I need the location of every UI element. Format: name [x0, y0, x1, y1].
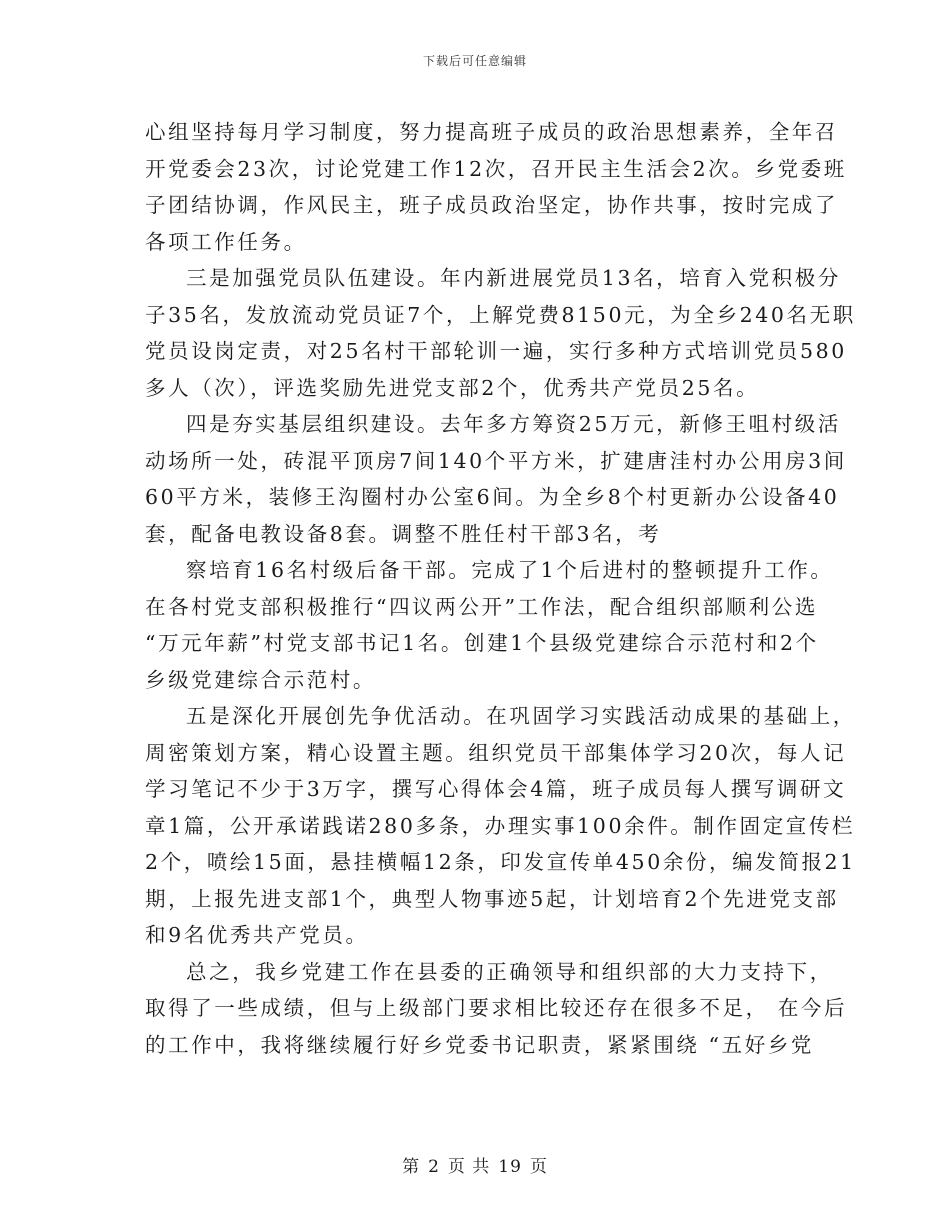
text-line: 和9名优秀共产党员。: [145, 923, 369, 947]
text-line: 在各村党支部积极推行“四议两公开”工作法，配合组织部顺利公选: [145, 594, 818, 619]
text-line: 多人（次），评选奖励先进党支部2个，优秀共产党员25名。: [145, 375, 760, 400]
text-line: 子团结协调，作风民主，班子成员政治坚定，协作共事，按时完成了: [145, 193, 838, 217]
document-body: [145, 114, 856, 1063]
text-line: 子35名，发放流动党员证7个，上解党费8150元，为全乡240名无职: [145, 302, 856, 327]
text-line: 开党委会23次，讨论党建工作12次，召开民主生活会2次。乡党委班: [145, 156, 847, 181]
text-line: 取得了一些成绩，但与上级部门要求相比较还存在很多不足， 在今后: [145, 996, 848, 1020]
text-line: 2个，喷绘15面，悬挂横幅12条，印发宣传单450余份，编发简报21: [145, 850, 856, 874]
text-line: 各项工作任务。: [145, 229, 307, 254]
text-line: 党员设岗定责，对25名村干部轮训一遍，实行多种方式培训党员580: [145, 339, 847, 363]
page-number: 2: [428, 1157, 440, 1177]
total-pages: 19: [498, 1157, 522, 1177]
text-line: 学习笔记不少于3万字，撰写心得体会4篇，班子成员每人撰写调研文: [145, 777, 847, 801]
page-footer: [0, 1152, 950, 1177]
text-line: 总之，我乡党建工作在县委的正确领导和组织部的大力支持下，: [186, 959, 833, 984]
text-line: 察培育16名村级后备干部。完成了1个后进村的整顿提升工作。: [186, 558, 834, 582]
page-header: 下载后可任意编辑: [422, 54, 527, 68]
text-line: 乡级党建综合示范村。: [145, 667, 376, 692]
text-line: 四是夯实基层组织建设。去年多方筹资25万元，新修王咀村级活: [186, 412, 841, 436]
text-line: 60平方米，装修王沟圈村办公室6间。为全乡8个村更新办公设备40: [145, 485, 840, 509]
text-line: 心组坚持每月学习制度，努力提高班子成员的政治思想素养，全年召: [145, 120, 838, 144]
text-line: 周密策划方案，精心设置主题。组织党员干部集体学习20次，每人记: [145, 740, 847, 765]
footer-middle: 页 共: [447, 1157, 491, 1177]
text-line: 套，配备电教设备8套。调整不胜任村干部3名，考: [145, 521, 662, 546]
footer-suffix: 页: [529, 1157, 548, 1177]
text-line: 动场所一处，砖混平顶房7间140个平方米，扩建唐洼村办公用房3间: [145, 448, 847, 473]
text-line: 期，上报先进支部1个，典型人物事迹5起，计划培育2个先进党支部: [145, 886, 839, 911]
text-line: “万元年薪”村党支部书记1名。创建1个县级党建综合示范村和2个: [145, 631, 819, 655]
text-line: 的工作中，我将继续履行好乡党委书记职责，紧紧围绕 “五好乡党: [145, 1032, 814, 1057]
footer-prefix: 第: [402, 1157, 421, 1177]
text-line: 三是加强党员队伍建设。年内新进展党员13名，培育入党积极分: [186, 266, 841, 290]
text-line: 五是深化开展创先争优活动。在巩固学习实践活动成果的基础上，: [186, 704, 856, 728]
text-line: 章1篇，公开承诺践诺280多条，办理实事100余件。制作固定宣传栏: [145, 813, 856, 838]
